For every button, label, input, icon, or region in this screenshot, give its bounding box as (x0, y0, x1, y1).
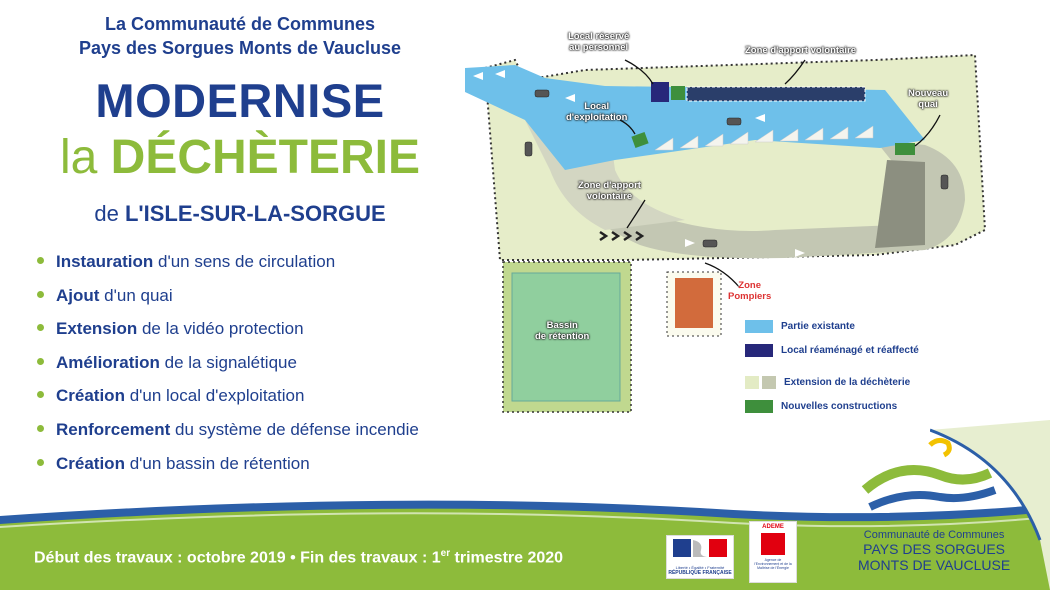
bullet-dot-icon (37, 291, 44, 298)
legend-swatch (745, 344, 773, 357)
item-text: d'un quai (99, 285, 173, 305)
ademe-logo: ADEME Agence de l'Environnement et de la Maîtrise de l'Énergie (749, 521, 797, 583)
ccps-logo-text: Communauté de Communes PAYS DES SORGUES MONTS DE VAUCLUSE (858, 529, 1011, 573)
legend-swatch (745, 400, 773, 413)
legend-item: Extension de la déchèterie (745, 376, 910, 392)
bullet-dot-icon (37, 257, 44, 264)
item-text: de la signalétique (159, 352, 297, 372)
bullet-dot-icon (37, 358, 44, 365)
checkered-zone (687, 87, 865, 101)
org-line-1: La Communauté de Communes (104, 14, 376, 34)
improvements-list (37, 252, 419, 487)
list-item (37, 353, 419, 387)
bullet-dot-icon (37, 391, 44, 398)
legend-item: Nouvelles constructions (745, 400, 897, 416)
list-item (37, 319, 419, 353)
list-item (37, 286, 419, 320)
list-item (37, 252, 419, 286)
item-keyword: Création (56, 453, 125, 473)
footer-dates: Début des travaux : octobre 2019 • Fin des travaux : 1er trimestre 2020 (34, 548, 564, 567)
list-item (37, 454, 419, 488)
legend-item: Partie existante (745, 320, 855, 336)
list-item (37, 386, 419, 420)
label-nouveau-quai: Nouveau quai (908, 88, 949, 110)
label-zone-pompiers: Zone Pompiers (728, 280, 772, 302)
item-text: d'un sens de circulation (153, 252, 336, 271)
legend-item: Local réaménagé et réaffecté (745, 344, 919, 360)
site-plan-map (455, 20, 1000, 420)
title-decheterie (40, 131, 440, 185)
title-la: la (59, 131, 98, 184)
legend-swatch (745, 376, 759, 389)
start-date: Début des travaux : octobre 2019 (34, 549, 286, 567)
title-modernise: MODERNISE (95, 74, 385, 127)
green-box-top (671, 86, 685, 100)
item-text: du système de défense incendie (170, 419, 419, 439)
ccps-logo-icon (860, 435, 1000, 525)
item-keyword: Création (56, 386, 125, 406)
bullet-dot-icon (37, 425, 44, 432)
pompiers-zone (675, 278, 713, 328)
nouveau-quai-building (895, 143, 915, 155)
label-zone-apport-top: Zone d'apport volontaire (745, 45, 856, 56)
org-line-2: Pays des Sorgues Monts de Vaucluse (78, 38, 402, 58)
bullet-dot-icon (37, 459, 44, 466)
label-local-reserve: Local réservé au personnel (568, 31, 630, 53)
item-keyword: Ajout (56, 285, 100, 305)
list-item (37, 420, 419, 454)
label-zone-apport-mid: Zone d'apport volontaire (578, 180, 641, 202)
location-de: de (94, 201, 119, 226)
item-keyword: Instauration (56, 252, 154, 271)
ademe-icon (761, 533, 785, 555)
end-date: Fin des travaux : 1 (300, 549, 441, 567)
item-text: d'un bassin de rétention (124, 453, 310, 473)
marianne-icon (667, 536, 733, 560)
legend-swatch (745, 320, 773, 333)
item-text: d'un local d'exploitation (124, 386, 305, 406)
location-name: L'ISLE-SUR-LA-SORGUE (124, 201, 386, 226)
item-text: de la vidéo protection (137, 319, 304, 339)
label-bassin: Bassin de rétention (535, 320, 590, 342)
label-local-exploitation: Local d'exploitation (566, 101, 628, 123)
location-line (40, 201, 440, 227)
item-keyword: Renforcement (56, 419, 171, 439)
republique-francaise-logo: Liberté • Égalité • Fraternité RÉPUBLIQUE FRANÇAISE (666, 535, 734, 579)
legend-swatch (762, 376, 776, 389)
item-keyword: Extension (56, 319, 138, 339)
bullet-dot-icon (37, 324, 44, 331)
local-reserve-building (651, 82, 669, 102)
title-decheterie-word: DÉCHÈTERIE (110, 131, 421, 184)
item-keyword: Amélioration (56, 352, 160, 372)
